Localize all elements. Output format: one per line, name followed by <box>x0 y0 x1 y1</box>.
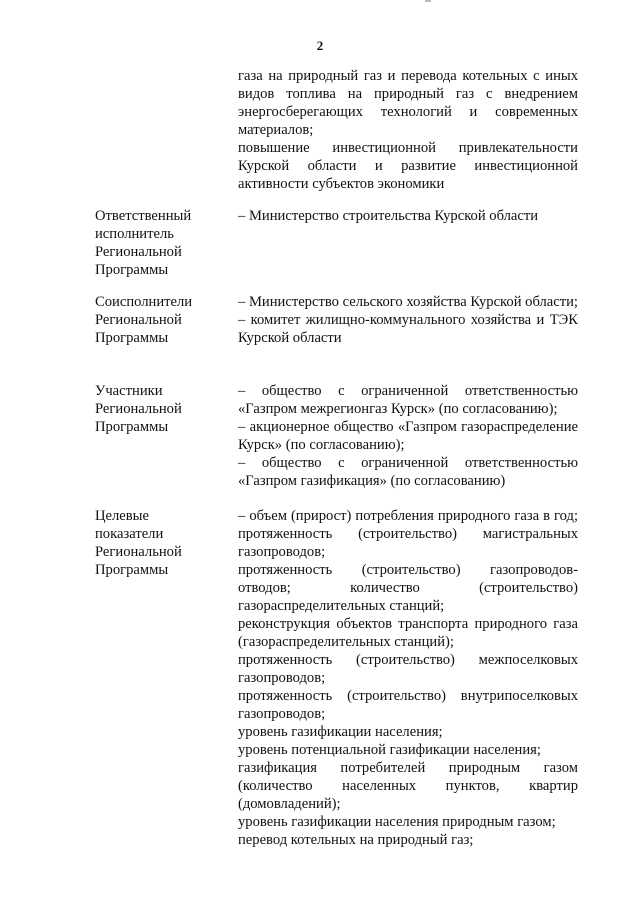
label-line: исполнитель <box>95 226 174 242</box>
section-content-targets <box>238 507 578 849</box>
section-item: протяженность (строительство) межпоселковых газопроводов; <box>238 652 578 686</box>
section-item: – комитет жилищно-коммунального хозяйства и ТЭК Курской области <box>238 312 578 346</box>
section-item: реконструкция объектов транспорта природного газа (газораспределительных станций); <box>238 616 578 650</box>
label-line: Участники <box>95 383 163 399</box>
section-item: – акционерное общество «Газпром газораспределение Курск» (по согласованию); <box>238 419 578 453</box>
section-item: перевод котельных на природный газ; <box>238 832 474 848</box>
label-line: Ответственный <box>95 208 192 224</box>
label-line: Соисполнители <box>95 294 193 310</box>
page-number: 2 <box>316 38 324 53</box>
section-label-targets <box>95 507 230 579</box>
section-content-coexecutors <box>238 293 578 347</box>
label-line: Целевые <box>95 508 149 524</box>
label-line: Региональной <box>95 401 182 417</box>
section-label-responsible <box>95 207 230 279</box>
label-line: Программы <box>95 330 169 346</box>
label-line: Программы <box>95 562 169 578</box>
label-line: Региональной <box>95 312 182 328</box>
continuation-text <box>238 67 578 193</box>
section-item: – общество с ограниченной ответственностью «Газпром межрегионгаз Курск» (по согласованию); <box>238 383 578 417</box>
scan-mark <box>425 0 431 2</box>
label-line: Программы <box>95 262 169 278</box>
label-line: Региональной <box>95 544 182 560</box>
continuation-paragraph: повышение инвестиционной привлекательности Курской области и развитие инвестиционной активности субъектов экономики <box>238 140 578 192</box>
label-line: Программы <box>95 419 169 435</box>
section-item: протяженность (строительство) внутрипоселковых газопроводов; <box>238 688 578 722</box>
section-label-participants <box>95 382 230 436</box>
section-item: уровень газификации населения природным газом; <box>238 814 556 830</box>
section-item: – общество с ограниченной ответственностью «Газпром газификация» (по согласованию) <box>238 455 578 489</box>
section-item: – Министерство сельского хозяйства Курской области; <box>238 294 578 310</box>
section-item: газификация потребителей природным газом (количество населенных пунктов, квартир (домовладений); <box>238 760 578 812</box>
section-item: протяженность (строительство) газопроводов-отводов; количество (строительство) газораспределительных станций; <box>238 562 578 614</box>
label-line: показатели <box>95 526 164 542</box>
section-item: уровень газификации населения; <box>238 724 443 740</box>
section-item: – Министерство строительства Курской области <box>238 208 539 224</box>
section-content-responsible <box>238 207 578 225</box>
label-line: Региональной <box>95 244 182 260</box>
continuation-paragraph: газа на природный газ и перевода котельных с иных видов топлива на природный газ с внедрением энергосберегающих технологий и современных материалов; <box>238 68 578 138</box>
section-label-coexecutors <box>95 293 230 347</box>
section-content-participants <box>238 382 578 490</box>
section-item: – объем (прирост) потребления природного газа в год; протяженность (строительство) магистральных газопроводов; <box>238 508 578 560</box>
section-item: уровень потенциальной газификации населения; <box>238 742 541 758</box>
